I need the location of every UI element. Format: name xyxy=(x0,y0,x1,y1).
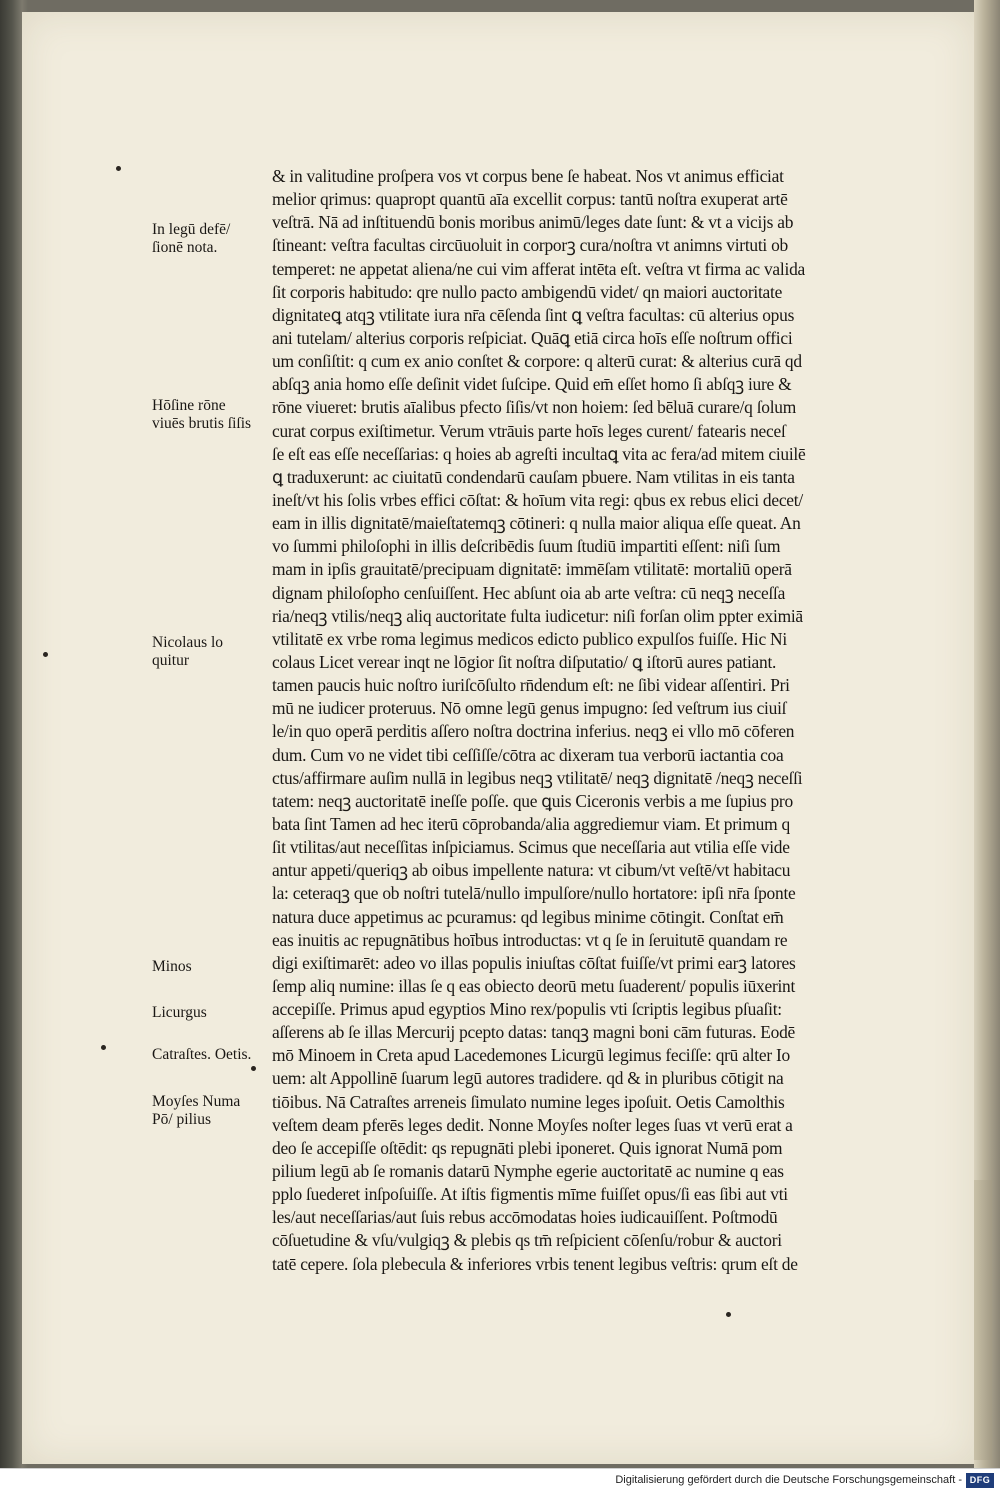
text-line: rōne viueret: brutis aīalibus pfecto ſiſis/vt non hoiem: ſed bēluā curare/q ſolum xyxy=(272,397,797,418)
text-line: ſit vtilitas/aut neceſſitas inſpiciamus. Scimus que neceſſaria aut vtilia eſſe vide xyxy=(272,837,790,858)
text-line: ſe eſt eas eſſe neceſſarias: q hoies ab agreſti incultaꝗ vita ac fera/ad mitem ciuilē xyxy=(272,443,806,464)
marginal-note: Catraſtes. Oetis. xyxy=(152,1046,252,1063)
text-line: mam in ipſis grauitatē/precipuam dignitatē: immēſam vtilitatē: mortaliū operā xyxy=(272,559,792,580)
footer-bar xyxy=(0,1468,1000,1494)
text-line: pilium legū ab ſe romanis datarū Nymphe egerie auctoritatē ac numine q eas xyxy=(272,1161,784,1182)
text-line: accepiſſe. Primus apud egyptios Mino rex/populis vti ſcriptis legibus pſuaſit: xyxy=(272,999,782,1020)
text-line: natura duce appetimus ac pcuramus: qd legibus minime cōtingit. Conſtat em̄ xyxy=(272,906,784,927)
text-line: ineſt/vt his ſolis vrbes effici cōſtat: & hoīum vita regi: qbus ex rebus elici decet/ xyxy=(272,489,803,510)
text-line: vo ſummi philoſophi in illis deſcribēdis ſuum ſtudiū impartiti eſſent: niſi ſum xyxy=(272,536,781,557)
text-line: mō Minoem in Creta apud Lacedemones Licurgū legimus feciſſe: qrū alter Io xyxy=(272,1045,790,1066)
marginal-note: In legū defē/ ſionē nota. xyxy=(152,221,231,256)
main-text-block xyxy=(272,165,924,1276)
ink-spot xyxy=(251,1066,256,1071)
text-line: pplo ſuederet inſpoſuiſſe. At iſtis figmentis mīme fuiſſet opus/ſi eas ſibi aut vti xyxy=(272,1184,788,1205)
text-line: tiōibus. Nā Catraſtes arreneis ſimulato numine leges ipoſuit. Oetis Camolthis xyxy=(272,1091,785,1112)
text-line: eas inuitis ac repugnātibus hoībus introductas: vt q ſe in ſeruitutē quandam re xyxy=(272,929,788,950)
text-line: vtilitatē ex vrbe roma legimus medicos edicto publico expulſos fuiſſe. Hic Ni xyxy=(272,628,787,649)
text-line: veſtem deam pferēs leges dedit. Nonne Moyſes noſter leges ſuas vt verū erat a xyxy=(272,1114,793,1135)
text-line: tamen paucis huic noſtro iuriſcōſulto rn̄dendum eſt: ne ſibi videar aſſentiri. Pri xyxy=(272,675,790,696)
text-line: le/in quo operā perditis aſſero noſtra doctrina inferius. neqꝫ ei vllo mō cōferen xyxy=(272,721,795,742)
text-line: dum. Cum vo ne videt tibi ceſſiſſe/cōtra ac dixeram tua verborū iactantia coa xyxy=(272,744,784,765)
text-line: uem: alt Appollinē ſuarum legū autores tradidere. qd & in pluribus cōtigit na xyxy=(272,1068,784,1089)
text-line: tatem: neqꝫ auctoritatē ineſſe poſſe. que ꝗuis Ciceronis verbis a me ſupius pro xyxy=(272,790,793,811)
text-line: tatē cepere. ſola plebecula & inferiores vrbis tenent legibus veſtris: qrum eſt de xyxy=(272,1253,798,1274)
marginal-note: Licurgus xyxy=(152,1004,207,1021)
ink-spot xyxy=(43,652,48,657)
text-line: um conſiſtit: q cum ex anio conſtet & corpore: q alterū curat: & alterius curā qd xyxy=(272,351,802,372)
text-line: colaus Licet verear inqt ne lōgior ſit noſtra diſputatio/ ꝗ iſtorū aures patiant. xyxy=(272,651,777,672)
text-line: veſtrā. Nā ad inſtituendū bonis moribus animū/leges date ſunt: & vt a vicijs ab xyxy=(272,212,794,233)
marginal-note: Nicolaus lo quitur xyxy=(152,634,224,669)
text-line: ſtineant: veſtra facultas circūuoluit in corporꝫ cura/noſtra vt animns virtuti ob xyxy=(272,235,788,256)
text-line: dignitateꝗ atqꝫ vtilitate iura nr̄a cēſenda ſint ꝗ veſtra facultas: cū alterius opus xyxy=(272,304,795,325)
text-line: deo ſe accepiſſe oſtēdit: qs repugnāti plebi iponeret. Quis ignorat Numā pom xyxy=(272,1137,783,1158)
dfg-logo-icon: DFG xyxy=(966,1473,994,1488)
ink-spot xyxy=(101,1045,106,1050)
text-line: ſit corporis habitudo: qre nullo pacto ambigendū videt/ qn maiori auctoritate xyxy=(272,281,783,302)
text-line: la: ceteraqꝫ que ob noſtri tutelā/nullo impulſore/nullo hortatore: ipſi nr̄a ſponte xyxy=(272,883,796,904)
marginal-note: Hōſine rōne viuēs brutis ſiſis xyxy=(152,397,252,432)
text-line: ſemp aliq numine: illas ſe q eas obiecto deorū metu ſuaderent/ populis iūxerint xyxy=(272,975,796,996)
text-line: abſqꝫ ania homo eſſe deſinit videt ſuſcipe. Quid em̄ eſſet homo ſi abſqꝫ iure & xyxy=(272,374,792,395)
page-curl xyxy=(974,1180,992,1460)
marginal-note: Minos xyxy=(152,958,192,975)
text-line: ria/neqꝫ vtilis/neqꝫ aliq auctoritate fulta iudicetur: niſi forſan olim ppter eximiā xyxy=(272,605,803,626)
text-line: ꝗ traduxerunt: ac ciuitatū condendarū cauſam pbuere. Nam vtilitas in eis tanta xyxy=(272,466,795,487)
text-line: ani tutelam/ alterius corporis reſpiciat. Quāꝗ etiā circa hoīs eſſe noſtrum offici xyxy=(272,327,793,348)
marginal-note: Moyſes Numa Pō/ pilius xyxy=(152,1093,241,1128)
text-line: antur appeti/queriqꝫ ab oibus impellente natura: vt cibum/vt veſtē/vt habitacu xyxy=(272,860,791,881)
funding-credit: Digitalisierung gefördert durch die Deutsche Forschungsgemeinschaft - xyxy=(615,1474,962,1486)
text-line: les/aut neceſſarias/aut ſuis rebus accōmodatas hoies iudicauiſſent. Poſtmodū xyxy=(272,1207,778,1228)
text-line: mū ne iudicer proteruus. Nō omne legū genus impugno: ſed veſtrum ius ciuiſ xyxy=(272,698,787,719)
text-line: bata ſint Tamen ad hec iterū cōprobanda/alia aggrediemur viam. Et primum q xyxy=(272,813,790,834)
text-line: curat corpus exiſtimetur. Verum vtrāuis parte hoīs leges curent/ fatearis neceſ xyxy=(272,420,786,441)
ink-spot xyxy=(116,166,121,171)
text-line: temperet: ne appetat aliena/ne cui vim afferat intēta eſt. veſtra vt firma ac valida xyxy=(272,258,805,279)
text-line: melior qrimus: quapropt quantū aīa excellit corpus: tantū noſtra exuperat artē xyxy=(272,189,788,210)
text-line: digi exiſtimarēt: adeo vo illas populis iniuſtas cōſtat fuiſſe/vt primi earꝫ latores xyxy=(272,952,796,973)
text-line: dignam philoſopho cenſuiſſent. Hec abſunt oia ab arte veſtra: cū neqꝫ neceſſa xyxy=(272,582,786,603)
text-line: & in valitudine proſpera vos vt corpus bene ſe habeat. Nos vt animus efficiat xyxy=(272,166,784,186)
text-line: aſſerens ab ſe illas Mercurij pcepto datas: tanqꝫ magni boni cām futuras. Eodē xyxy=(272,1022,796,1043)
ink-spot xyxy=(726,1312,731,1317)
text-line: cōſuetudine & vſu/vulgiqꝫ & plebis qs tm̄ reſpicient cōſenſu/robur & auctori xyxy=(272,1230,782,1251)
text-line: eam in illis dignitatē/maieſtatemqꝫ cōtineri: q nulla maior aliqua eſſe queat. An xyxy=(272,513,801,534)
text-line: ctus/affirmare auſim nullā in legibus neqꝫ vtilitatē/ neqꝫ dignitatē /neqꝫ neceſſi xyxy=(272,767,803,788)
